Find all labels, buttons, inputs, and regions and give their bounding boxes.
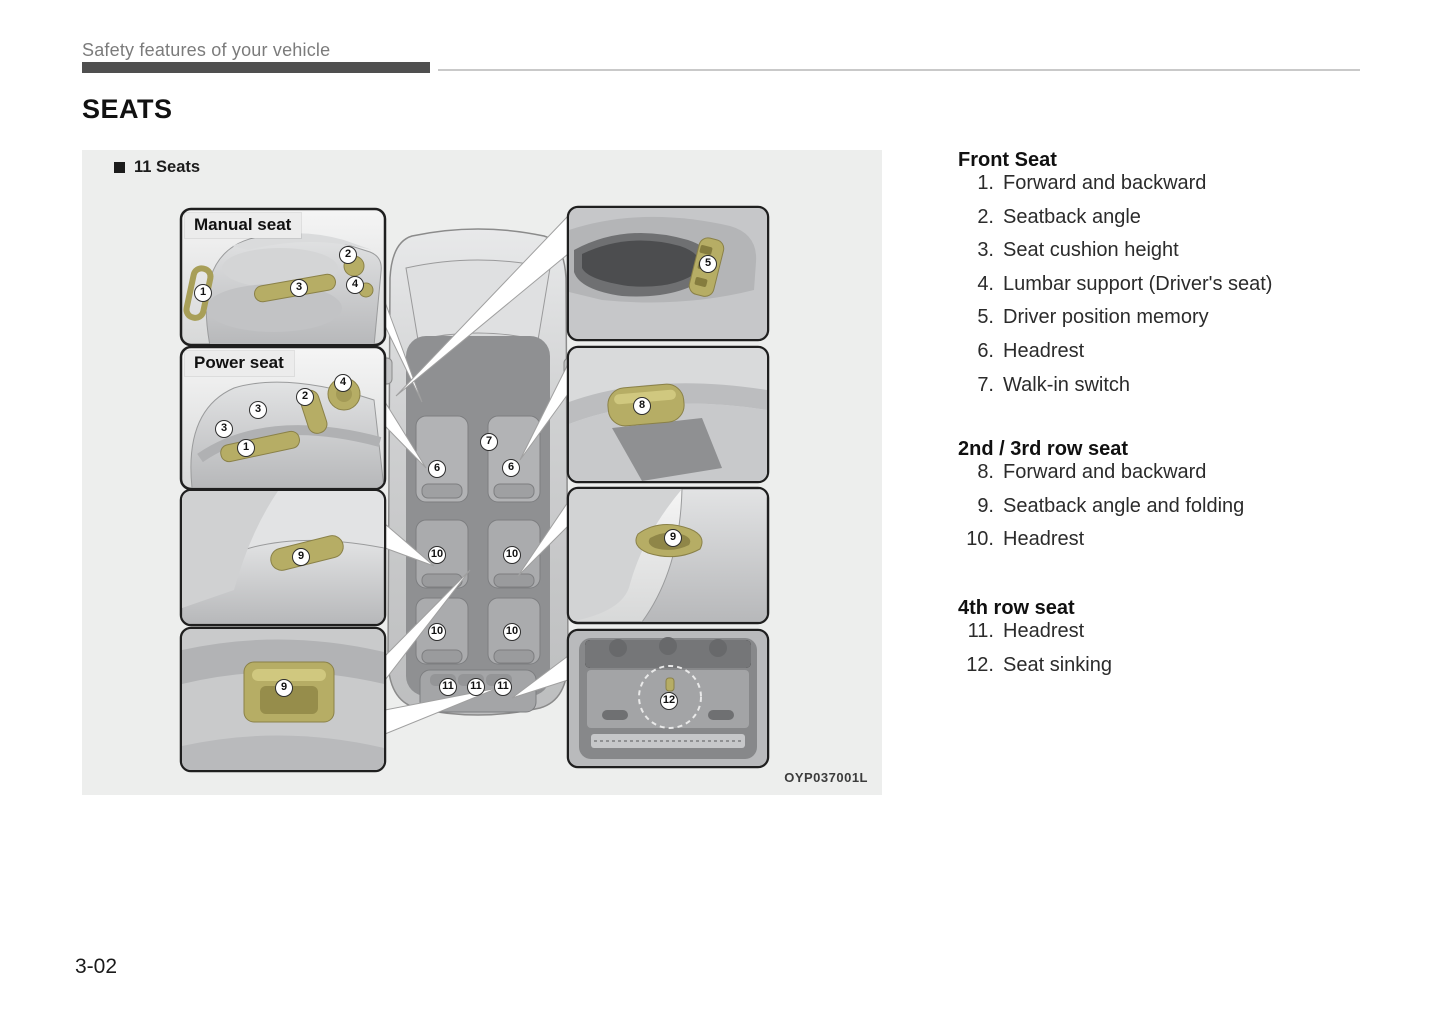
image-code: OYP037001L (784, 770, 868, 785)
seats-figure (82, 150, 882, 795)
item-number: 11. (967, 619, 994, 642)
callout-row4-11c: 11 (494, 678, 512, 696)
panel-folding-strap (181, 628, 385, 771)
list-item (958, 461, 1398, 495)
slide-lever-art (569, 348, 767, 481)
recline-lever-art (182, 491, 384, 624)
callout-trunk-12: 12 (660, 692, 678, 710)
callout-power-1: 1 (237, 439, 255, 457)
seats-illustration (82, 150, 882, 795)
callout-manual-1: 1 (194, 284, 212, 302)
header-rule (438, 69, 1360, 71)
item-label: Seat sinking (1003, 653, 1112, 676)
item-label: Headrest (1003, 619, 1085, 642)
callout-rear-9: 9 (664, 529, 682, 547)
callout-row3-10a: 10 (428, 623, 446, 641)
list-item (958, 340, 1398, 374)
callout-row4-11a: 11 (439, 678, 457, 696)
panel-slide-lever (568, 347, 768, 482)
list-item (958, 528, 1398, 562)
callout-row2-10a: 10 (428, 546, 446, 564)
list-item (958, 654, 1398, 688)
item-label: Seatback angle and folding (1003, 494, 1245, 517)
item-label: Driver position memory (1003, 306, 1209, 329)
power-seat-label: Power seat (185, 351, 294, 376)
item-label: Seat cushion height (1003, 239, 1179, 262)
panel-recline-lever (181, 490, 385, 625)
page-number: 3-02 (75, 955, 118, 978)
list-item (958, 620, 1398, 654)
list-item (958, 172, 1398, 206)
callout-row2-10b: 10 (503, 546, 521, 564)
header-bar (82, 62, 430, 73)
item-number: 10. (966, 528, 994, 551)
item-label: Headrest (1003, 339, 1085, 362)
square-bullet-icon (114, 162, 125, 173)
breadcrumb: Safety features of your vehicle (82, 40, 330, 64)
callout-front-6a: 6 (428, 460, 446, 478)
callout-power-4: 4 (334, 374, 352, 392)
list-item (958, 206, 1398, 240)
item-number: 9. (977, 494, 994, 517)
manual-seat-label: Manual seat (185, 213, 301, 238)
item-number: 12. (966, 653, 994, 676)
item-number: 8. (977, 461, 994, 484)
item-number: 2. (977, 205, 994, 228)
callout-manual-3: 3 (290, 279, 308, 297)
callout-manual-4: 4 (346, 276, 364, 294)
item-number: 1. (977, 172, 994, 194)
item-label: Seatback angle (1003, 205, 1141, 228)
list-item (958, 495, 1398, 529)
callout-manual-2: 2 (339, 246, 357, 264)
list-item (958, 306, 1398, 340)
callout-strap-9: 9 (275, 679, 293, 697)
item-number: 6. (977, 339, 994, 362)
item-label: Lumbar support (Driver's seat) (1003, 272, 1273, 295)
callout-walkin-7: 7 (480, 433, 498, 451)
seat-legend (958, 148, 1398, 687)
callout-row3-10b: 10 (503, 623, 521, 641)
list-item (958, 239, 1398, 273)
door-memory-art (569, 208, 767, 339)
callout-front-6b: 6 (502, 459, 520, 477)
figure-caption-text: 11 Seats (134, 158, 201, 176)
item-label: Forward and backward (1003, 172, 1207, 194)
panel-door-memory (568, 207, 768, 340)
figure-caption (114, 158, 200, 177)
callout-slide-8: 8 (633, 397, 651, 415)
section-heading-front-seat: Front Seat (958, 149, 1057, 171)
callout-memory-5: 5 (699, 255, 717, 273)
folding-strap-art (182, 629, 384, 770)
item-number: 5. (977, 306, 994, 329)
item-label: Forward and backward (1003, 461, 1207, 484)
page-title: SEATS (82, 94, 173, 124)
section-heading-2nd-3rd-row: 2nd / 3rd row seat (958, 438, 1129, 461)
callout-power-3a: 3 (215, 420, 233, 438)
item-label: Headrest (1003, 528, 1085, 551)
section-heading-4th-row: 4th row seat (958, 596, 1075, 619)
panel-rear-strap (568, 488, 768, 623)
callout-recline-9: 9 (292, 548, 310, 566)
callout-power-2: 2 (296, 388, 314, 406)
item-label: Walk-in switch (1003, 373, 1131, 396)
list-item (958, 374, 1398, 408)
item-number: 7. (977, 373, 994, 396)
list-item (958, 273, 1398, 307)
callout-power-3b: 3 (249, 401, 267, 419)
callout-row4-11b: 11 (467, 678, 485, 696)
item-number: 4. (977, 272, 994, 295)
item-number: 3. (977, 239, 994, 262)
